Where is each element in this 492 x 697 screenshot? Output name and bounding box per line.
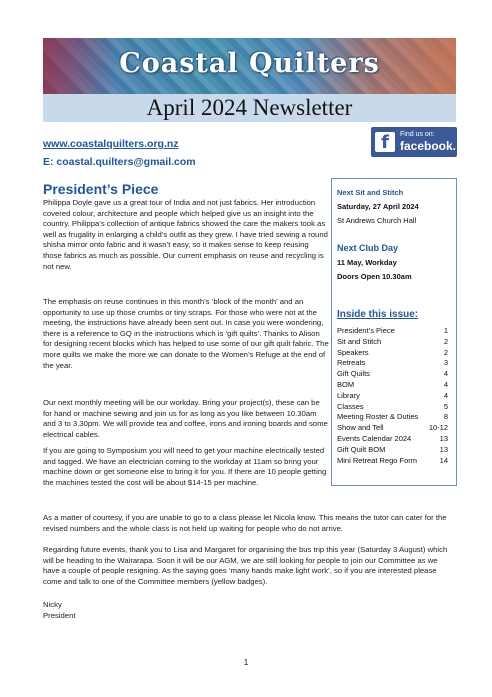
signoff	[43, 600, 243, 621]
toc-item-label: Gift Quilts	[337, 369, 370, 379]
signoff-title: President	[43, 610, 76, 620]
toc-item-label: Gift Quilt BOM	[337, 444, 386, 454]
toc-item-page: 4	[443, 390, 448, 400]
banner-title: Coastal Quilters	[119, 48, 380, 79]
toc-item-label: Meeting Roster & Duties	[337, 412, 419, 422]
toc-item-page: 14	[439, 455, 448, 465]
article-paragraph: Regarding future events, thank you to Lisa and Margaret for organising the bus trip this year (Saturday 3 August) which will be heading to the Wairarapa. Soon it will be our AGM, we are still looking for people to join our Committee as we have a couple of people resigning. As the saying goes ‘many hands make light work’, so if you are interested please come and talk to one of the Committee members (yellow badges).	[43, 545, 448, 586]
next-club-heading: Next Club Day	[337, 243, 399, 253]
toc-item[interactable]	[337, 337, 450, 348]
facebook-brand-text: facebook.	[400, 139, 457, 153]
facebook-badge[interactable]	[371, 127, 457, 157]
email-link[interactable]: E: coastal.quilters@gmail.com	[43, 156, 196, 168]
next-club-date: 11 May, Workday	[337, 258, 397, 267]
toc-item[interactable]	[337, 402, 450, 413]
toc-item-label: Library	[337, 390, 360, 400]
article-paragraph: Philippa Doyle gave us a great tour of India and not just fabrics. Her introduction covered colour, architecture and people which helped give us an insight into the country. Philippa’s collection of antique fabrics showed the care the makers took as well as frugality in enlarging a child’s outfit as they grew. I have tried sewing a round shisha mirror onto fabric and it wasn’t easy, so it makes sense to keep reusing those fabrics as much as possible. Our current emphasis on reuse and recycling is not new.	[43, 198, 328, 271]
toc-item-label: President’s Piece	[337, 326, 395, 335]
toc-item-label: Events Calendar 2024	[337, 433, 412, 443]
toc-item[interactable]	[337, 326, 450, 337]
article-paragraph: If you are going to Symposium you will need to get your machine electrically tested and tagged. We have an electrician coming to the workday at 11am so bring your machine down or get someone else to bring it for you. If there are 10 people getting the machines tested the cost will be about $14-15 per machine.	[43, 446, 327, 487]
toc-item-page: 13	[439, 444, 448, 454]
toc-item-page: 2	[443, 336, 448, 346]
toc-item[interactable]	[337, 412, 450, 423]
article-paragraph: Our next monthly meeting will be our workday. Bring your project(s), these can be for hand or machine sewing and join us for as long as you like between 10.30am and 3 to 3.30pm. We will provide tea and coffee, irons and ironing boards and some electrical cables.	[43, 398, 328, 439]
toc-heading: Inside this issue:	[337, 309, 419, 320]
page-number: 1	[243, 658, 249, 667]
toc-item-page: 2	[443, 347, 448, 357]
website-link[interactable]: www.coastalquilters.org.nz	[43, 138, 179, 150]
toc-item[interactable]	[337, 348, 450, 359]
toc-item-label: Speakers	[337, 347, 369, 357]
next-sit-heading: Next Sit and Stitch	[337, 188, 404, 197]
toc-item-page: 10-12	[428, 423, 448, 433]
toc-item-label: Show and Tell	[337, 423, 384, 433]
toc-item-label: Sit and Stitch	[337, 336, 382, 346]
article-heading: President’s Piece	[43, 181, 159, 197]
toc-item[interactable]	[337, 423, 450, 434]
toc-item-label: Retreats	[337, 358, 366, 368]
toc-item-page: 4	[443, 379, 448, 389]
toc-item[interactable]	[337, 391, 450, 402]
toc-item[interactable]	[337, 456, 450, 467]
newsletter-title: April 2024 Newsletter	[146, 95, 353, 120]
toc-item[interactable]	[337, 358, 450, 369]
article-paragraph: As a matter of courtesy, if you are unable to go to a class please let Nicola know. This means the tutor can cater for the revised numbers and the whole class is not held up waiting for people who do not arrive.	[43, 513, 447, 533]
next-sit-place: St Andrews Church Hall	[337, 216, 417, 225]
toc-item[interactable]	[337, 369, 450, 380]
toc-item[interactable]	[337, 380, 450, 391]
toc-item-page: 3	[443, 358, 448, 368]
facebook-icon: f	[375, 132, 395, 152]
next-sit-date: Saturday, 27 April 2024	[337, 202, 419, 211]
toc-item-label: BOM	[337, 379, 355, 389]
toc-item-page: 5	[443, 401, 448, 411]
header-banner	[43, 38, 456, 94]
toc-item-page: 1	[443, 326, 448, 335]
toc-item-label: Mini Retreat Rego Form	[337, 455, 418, 465]
toc-item[interactable]	[337, 445, 450, 456]
contact-info	[43, 138, 196, 168]
sidebar-box	[331, 178, 457, 486]
article-paragraph: The emphasis on reuse continues in this month’s ‘block of the month’ and an opportunity to use up those crumbs or tiny scraps. For those who were not at the meeting, the instructions have already been sent out. In case you were wondering, there is a reference to GQ in the instructions which is ‘gift quilts’. Thanks to Alison for designing recent blocks which has helped to use some of our gift quilt fabric. The more quilts we make the more we can donate to the Women’s Refuge at the end of the year.	[43, 297, 329, 370]
toc-item-page: 13	[439, 433, 448, 443]
toc-item-label: Classes	[337, 401, 364, 411]
next-club-doors: Doors Open 10.30am	[337, 272, 412, 281]
toc-list	[337, 326, 450, 466]
toc-item-page: 4	[443, 369, 448, 379]
toc-item[interactable]	[337, 434, 450, 445]
toc-item-page: 8	[443, 412, 448, 422]
newsletter-title-bar	[43, 94, 456, 122]
facebook-small-text: Find us on:	[400, 131, 435, 138]
signoff-name: Nicky	[43, 600, 62, 609]
